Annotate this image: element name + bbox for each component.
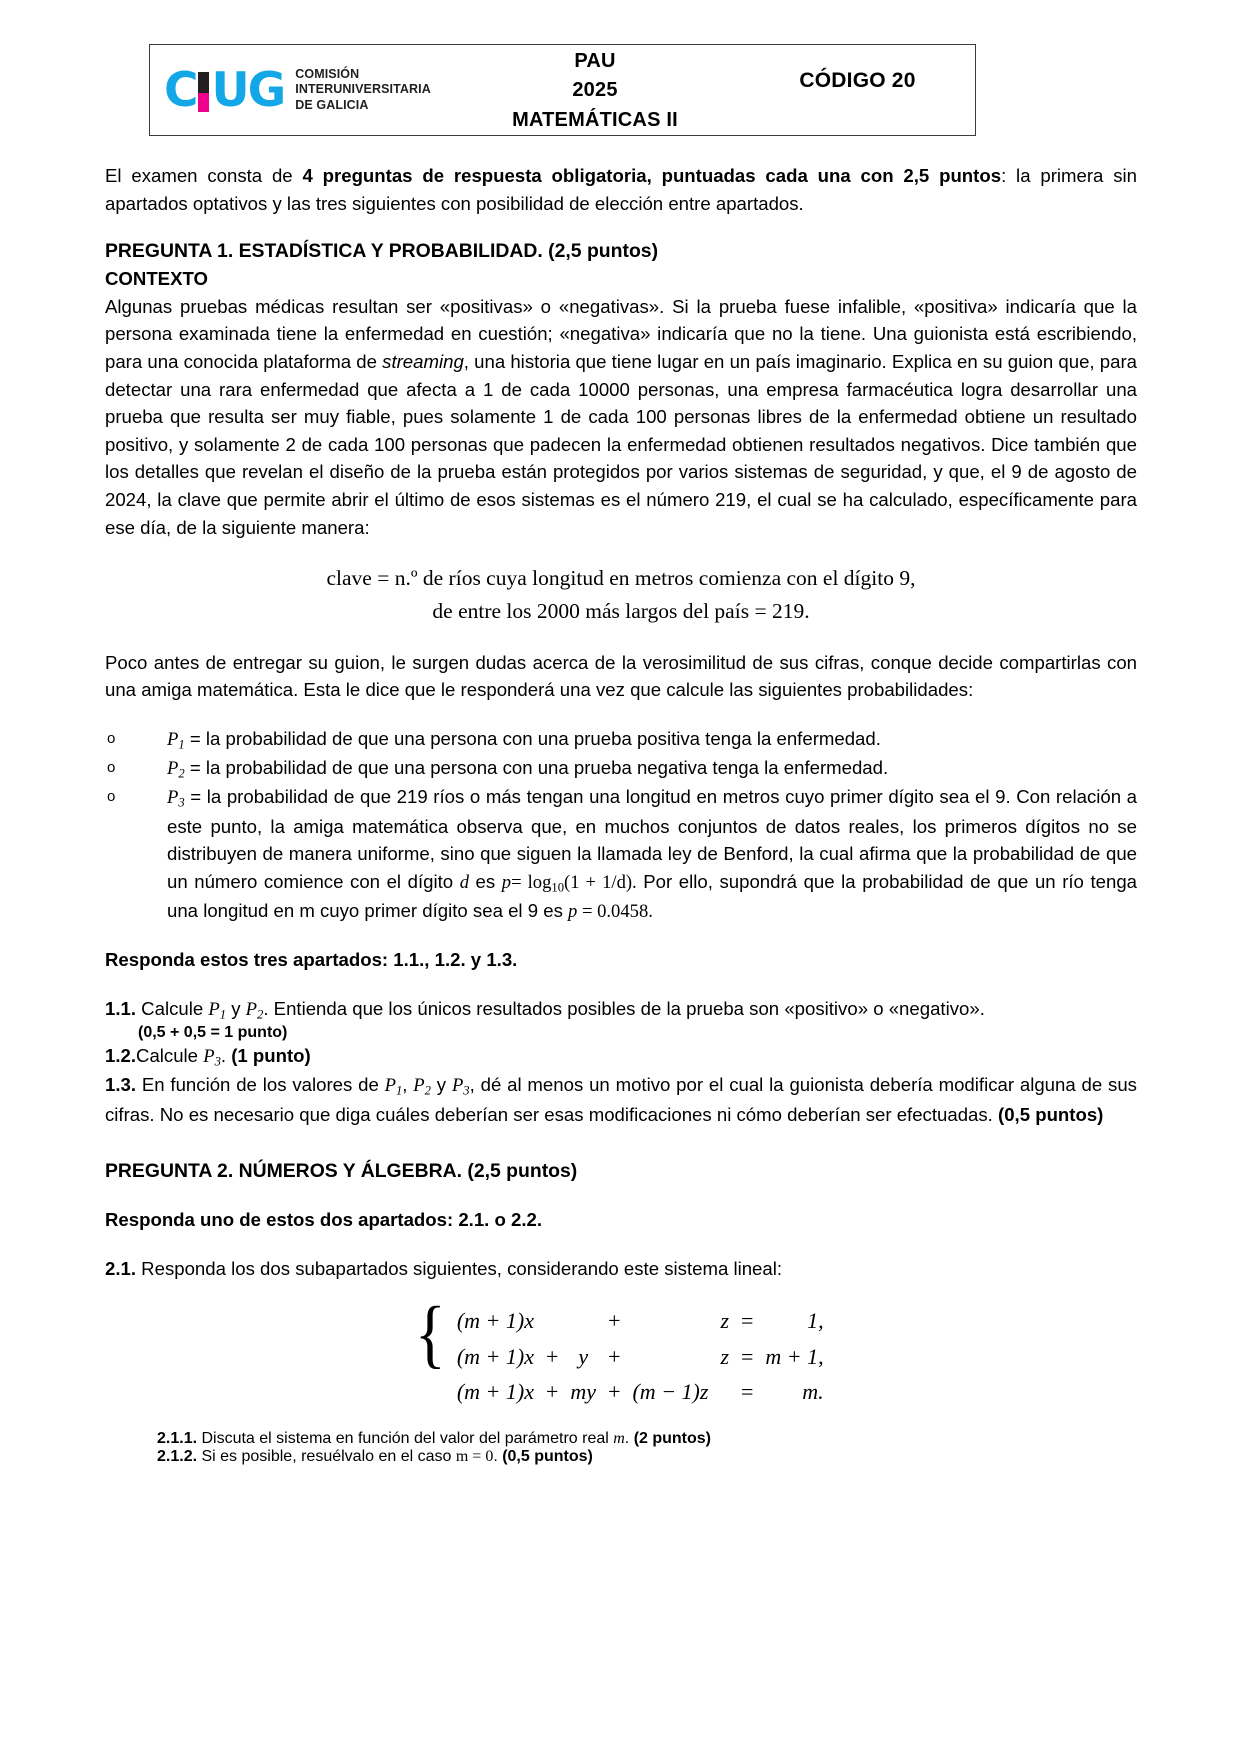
bullet-p3-text-b: es xyxy=(468,870,502,892)
item-1-3-text-a: En función de los valores de xyxy=(136,1074,385,1096)
item-2-1-text: Responda los dos subapartados siguientes, considerando este sistema lineal: xyxy=(136,1257,783,1279)
item-1-3-symbol-p2: P xyxy=(413,1075,425,1097)
logo-text-line-1: COMISIÓN xyxy=(295,67,360,82)
sys-r1-c1: (m + 1)x xyxy=(456,1308,534,1334)
contexto-label: CONTEXTO xyxy=(105,267,208,289)
q1-context-paragraph xyxy=(105,293,1137,541)
bullet-p3-text-c: Por ello, supondrá que la probabilidad de que un río tenga una longitud en m cuyo primer dígito sea el 9 es xyxy=(167,870,1137,922)
sys-r3-c8: m. xyxy=(802,1378,824,1404)
sys-r3-c4: + xyxy=(608,1378,621,1404)
item-1-3-sub-3: 3 xyxy=(463,1083,470,1098)
probabilities-list xyxy=(105,725,1137,926)
question-1-heading: PREGUNTA 1. ESTADÍSTICA Y PROBABILIDAD. (2,5 puntos) xyxy=(105,240,659,263)
q1-item-1-2 xyxy=(105,1042,1137,1071)
list-item xyxy=(105,725,1137,754)
bullet-marker-icon: o xyxy=(107,729,116,747)
item-1-3-text-c: , dé al menos un motivo por el cual la guionista debería modificar alguna de sus cifras. No es necesario que diga cuáles deberían ser esas modificaciones ni cómo deberían ser efectuadas. xyxy=(105,1074,1137,1125)
sys-r1-c2 xyxy=(540,1303,564,1338)
sub-2-1-1-text: Discuta el sistema en función del valor del parámetro real xyxy=(197,1430,614,1448)
item-number-1-1: 1.1. xyxy=(105,997,137,1019)
item-number-1-3: 1.3. xyxy=(105,1074,137,1096)
sys-r3-c1: (m + 1)x xyxy=(456,1378,534,1404)
intro-paragraph xyxy=(105,162,1137,217)
item-1-1-points: (0,5 + 0,5 = 1 punto) xyxy=(138,1024,288,1042)
list-item xyxy=(105,754,1137,783)
sys-r2-c2: + xyxy=(545,1343,559,1369)
item-1-2-text-c: . xyxy=(220,1045,232,1067)
table-row xyxy=(451,1339,830,1374)
header-title-pau: PAU xyxy=(574,49,616,72)
sys-r3-c5: (m − 1)z xyxy=(632,1378,709,1404)
table-row xyxy=(451,1303,830,1338)
q1-context-italic: streaming xyxy=(382,350,464,372)
sub-2-1-2-text: Si es posible, resuélvalo en el caso xyxy=(197,1448,456,1466)
sys-r3-c6 xyxy=(714,1374,735,1409)
sys-r2-c7: = xyxy=(741,1343,754,1369)
q1-context-b: , una historia que tiene lugar en un país imaginario. Explica en su guion que, para detectar una rara enfermedad que afecta a 1 de cada 10000 personas, una empresa farmacéutica logra desarrollar una prueba que resulta ser muy fiable, pues solamente 1 de cada 100 personas libres de la enfermedad obtiene un resultado positivo, y solamente 2 de cada 100 personas que padecen la enfermedad obtienen resultados negativos. Dice también que los detalles que revelan el diseño de la prueba están protegidos por varios sistemas de seguridad, y que, el 9 de agosto de 2024, la clave que permite abrir el último de esos sistemas es el número 219, el cual se ha calculado, específicamente para ese día, de la siguiente manera: xyxy=(105,350,1138,538)
item-1-3-sub-2: 2 xyxy=(424,1083,431,1098)
q1-responda-instruction: Responda estos tres apartados: 1.1., 1.2. y 1.3. xyxy=(105,948,518,970)
subscript-p3: 3 xyxy=(178,795,185,810)
symbol-p3: P xyxy=(167,787,179,809)
item-1-3-points: (0,5 puntos) xyxy=(998,1103,1104,1125)
q2-item-2-1 xyxy=(105,1255,1137,1283)
q1-context-a: Algunas pruebas médicas resultan ser «positivas» o «negativas». Si la prueba fuese infalible, «positiva» indicaría que la persona examinada tiene la enfermedad en cuestión; «negativa» indicaría que no la tiene. Una guionista está escribiendo, para una conocida plataforma de xyxy=(105,295,1137,372)
ciug-logomark-icon xyxy=(164,62,285,118)
header-title-block xyxy=(450,45,740,135)
logo-text-line-3: DE GALICIA xyxy=(295,97,369,112)
bullet-p1-text: = la probabilidad de que una persona con una prueba positiva tenga la enfermedad. xyxy=(184,727,881,749)
q1-item-1-1 xyxy=(105,995,1137,1024)
sys-r2-c4: + xyxy=(608,1343,621,1369)
item-1-3-sub-1: 1 xyxy=(395,1083,403,1098)
intro-part1: El examen consta de xyxy=(105,165,303,186)
bullet-marker-icon: o xyxy=(107,788,116,806)
item-1-3-symbol-p1: P xyxy=(384,1075,396,1097)
ciug-logo xyxy=(164,62,431,118)
subscript-p2: 2 xyxy=(178,766,185,781)
sub-2-1-1-dot: . xyxy=(624,1430,634,1448)
linear-system-equation xyxy=(105,1292,1137,1409)
item-1-2-text-a: Calcule xyxy=(136,1045,204,1067)
intro-part2: : la primera sin apartados optativos y las tres siguientes con posibilidad de elección entre apartados. xyxy=(105,165,1137,214)
q2-sub-2-1-1 xyxy=(105,1430,1137,1448)
symbol-p2: P xyxy=(167,758,179,780)
benford-log: = log xyxy=(511,871,552,893)
benford-var-p: p xyxy=(501,871,512,893)
sub-2-1-2-param-m: m = 0 xyxy=(455,1448,494,1466)
logo-text-line-2: INTERUNIVERSITARIA xyxy=(295,82,431,97)
header-code-cell xyxy=(740,45,975,135)
benford-log-base: 10 xyxy=(551,880,565,895)
item-1-3-text-b: , xyxy=(402,1074,414,1096)
item-1-1-symbol-p1: P xyxy=(208,998,220,1020)
sub-2-1-1-points: (2 puntos) xyxy=(633,1430,712,1448)
sys-r1-c3 xyxy=(564,1303,602,1338)
sys-r1-c6: z xyxy=(720,1308,729,1334)
intro-bold: 4 preguntas de respuesta obligatoria, puntuadas cada una con 2,5 puntos xyxy=(302,165,1002,186)
list-item xyxy=(105,783,1137,925)
clave-equation-line-2: de entre los 2000 más largos del país = 219. xyxy=(432,598,810,623)
bullet-p2-text: = la probabilidad de que una persona con una prueba negativa tenga la enfermedad. xyxy=(184,757,889,779)
sys-r3-c2: + xyxy=(545,1378,559,1404)
logo-letter-g: G xyxy=(247,62,285,118)
sys-r2-c6: z xyxy=(720,1343,729,1369)
item-number-1-2: 1.2. xyxy=(105,1045,137,1067)
sys-r3-c7: = xyxy=(741,1378,754,1404)
q1-context-c: Poco antes de entregar su guion, le surgen dudas acerca de la verosimilitud de sus cifras, conque decide compartirlas con una amiga matemática. Esta le dice que le responderá una vez que calcule las siguientes probabilidades: xyxy=(105,651,1137,701)
benford-formula-tail: (1 + 1/d). xyxy=(564,871,637,893)
item-1-1-sub-1: 1 xyxy=(219,1007,227,1022)
bullet-text-p1 xyxy=(167,725,1137,754)
document-header xyxy=(149,44,976,136)
left-brace-icon: { xyxy=(415,1292,447,1377)
item-1-2-points: (1 punto) xyxy=(231,1045,311,1067)
sys-r2-c3: y xyxy=(578,1343,589,1369)
sys-r2-c5 xyxy=(626,1339,714,1374)
ciug-logo-text xyxy=(295,67,431,113)
bullet-text-p3 xyxy=(167,783,1137,925)
item-1-1-sub-2: 2 xyxy=(257,1007,264,1022)
clave-equation-line-1: clave = n.º de ríos cuya longitud en metros comienza con el dígito 9, xyxy=(326,566,916,591)
question-2-heading: PREGUNTA 2. NÚMEROS Y ÁLGEBRA. (2,5 puntos) xyxy=(105,1160,578,1183)
benford-var-d: d xyxy=(459,871,469,893)
header-title-year: 2025 xyxy=(572,79,618,102)
sys-r1-c8: 1, xyxy=(807,1308,824,1334)
exam-code: CÓDIGO 20 xyxy=(799,69,916,92)
item-1-1-text-b: y xyxy=(226,997,246,1019)
sub-2-1-1-param-m: m xyxy=(613,1430,625,1448)
benford-value: = 0.0458. xyxy=(577,901,653,923)
logo-letter-c: C xyxy=(164,62,197,118)
sys-r3-c3: my xyxy=(570,1378,597,1404)
q1-item-1-1-points-row xyxy=(105,1024,1137,1042)
sys-r1-c5 xyxy=(626,1303,714,1338)
bullet-p3-text: = la probabilidad de que 219 ríos o más tengan una longitud en metros cuyo primer dígito sea el 9. Con relación a este punto, la amiga matemática observa que, en muchos conjuntos de datos reales, los primeros dígitos no se distribuyen de manera uniforme, sino que siguen la llamada ley de Benford, la cual afirma que la probabilidad de que un número comience con el dígito xyxy=(167,786,1137,892)
sub-number-2-1-1: 2.1.1. xyxy=(157,1430,198,1448)
sys-r1-c7: = xyxy=(741,1308,754,1334)
item-1-3-symbol-p3: P xyxy=(451,1075,464,1097)
item-1-1-text-c: . Entienda que los únicos resultados posibles de la prueba son «positivo» o «negativo». xyxy=(263,997,985,1019)
system-rows-table xyxy=(451,1303,830,1409)
sub-number-2-1-2: 2.1.2. xyxy=(157,1448,198,1466)
q2-responda-instruction: Responda uno de estos dos apartados: 2.1. o 2.2. xyxy=(105,1208,543,1230)
item-1-3-text-b2: y xyxy=(430,1074,452,1096)
symbol-p1: P xyxy=(167,728,179,750)
bullet-text-p2 xyxy=(167,754,1137,783)
header-title-subject: MATEMÁTICAS II xyxy=(512,108,678,131)
item-1-2-sub-3: 3 xyxy=(214,1054,221,1069)
ciug-logo-cell xyxy=(150,45,450,135)
table-row xyxy=(451,1374,830,1409)
sub-2-1-2-dot: . xyxy=(493,1448,503,1466)
sys-r2-c1: (m + 1)x xyxy=(456,1343,534,1369)
logo-letter-i-icon xyxy=(198,72,209,112)
q2-sub-2-1-2 xyxy=(105,1448,1137,1466)
item-1-2-symbol-p3: P xyxy=(203,1046,215,1068)
sub-2-1-2-points: (0,5 puntos) xyxy=(502,1448,593,1466)
benford-var-p2: p xyxy=(568,901,578,923)
sys-r2-c8: m + 1, xyxy=(765,1343,824,1369)
sys-r1-c4: + xyxy=(608,1308,621,1334)
item-number-2-1: 2.1. xyxy=(105,1257,137,1279)
item-1-1-symbol-p2: P xyxy=(245,998,258,1020)
item-1-1-text-a: Calcule xyxy=(136,997,209,1019)
bullet-marker-icon: o xyxy=(107,759,116,777)
subscript-p1: 1 xyxy=(178,737,185,752)
q1-item-1-3 xyxy=(105,1071,1137,1128)
logo-letter-u: U xyxy=(211,62,248,118)
document-body xyxy=(105,162,1137,1466)
clave-equation xyxy=(105,562,1137,627)
